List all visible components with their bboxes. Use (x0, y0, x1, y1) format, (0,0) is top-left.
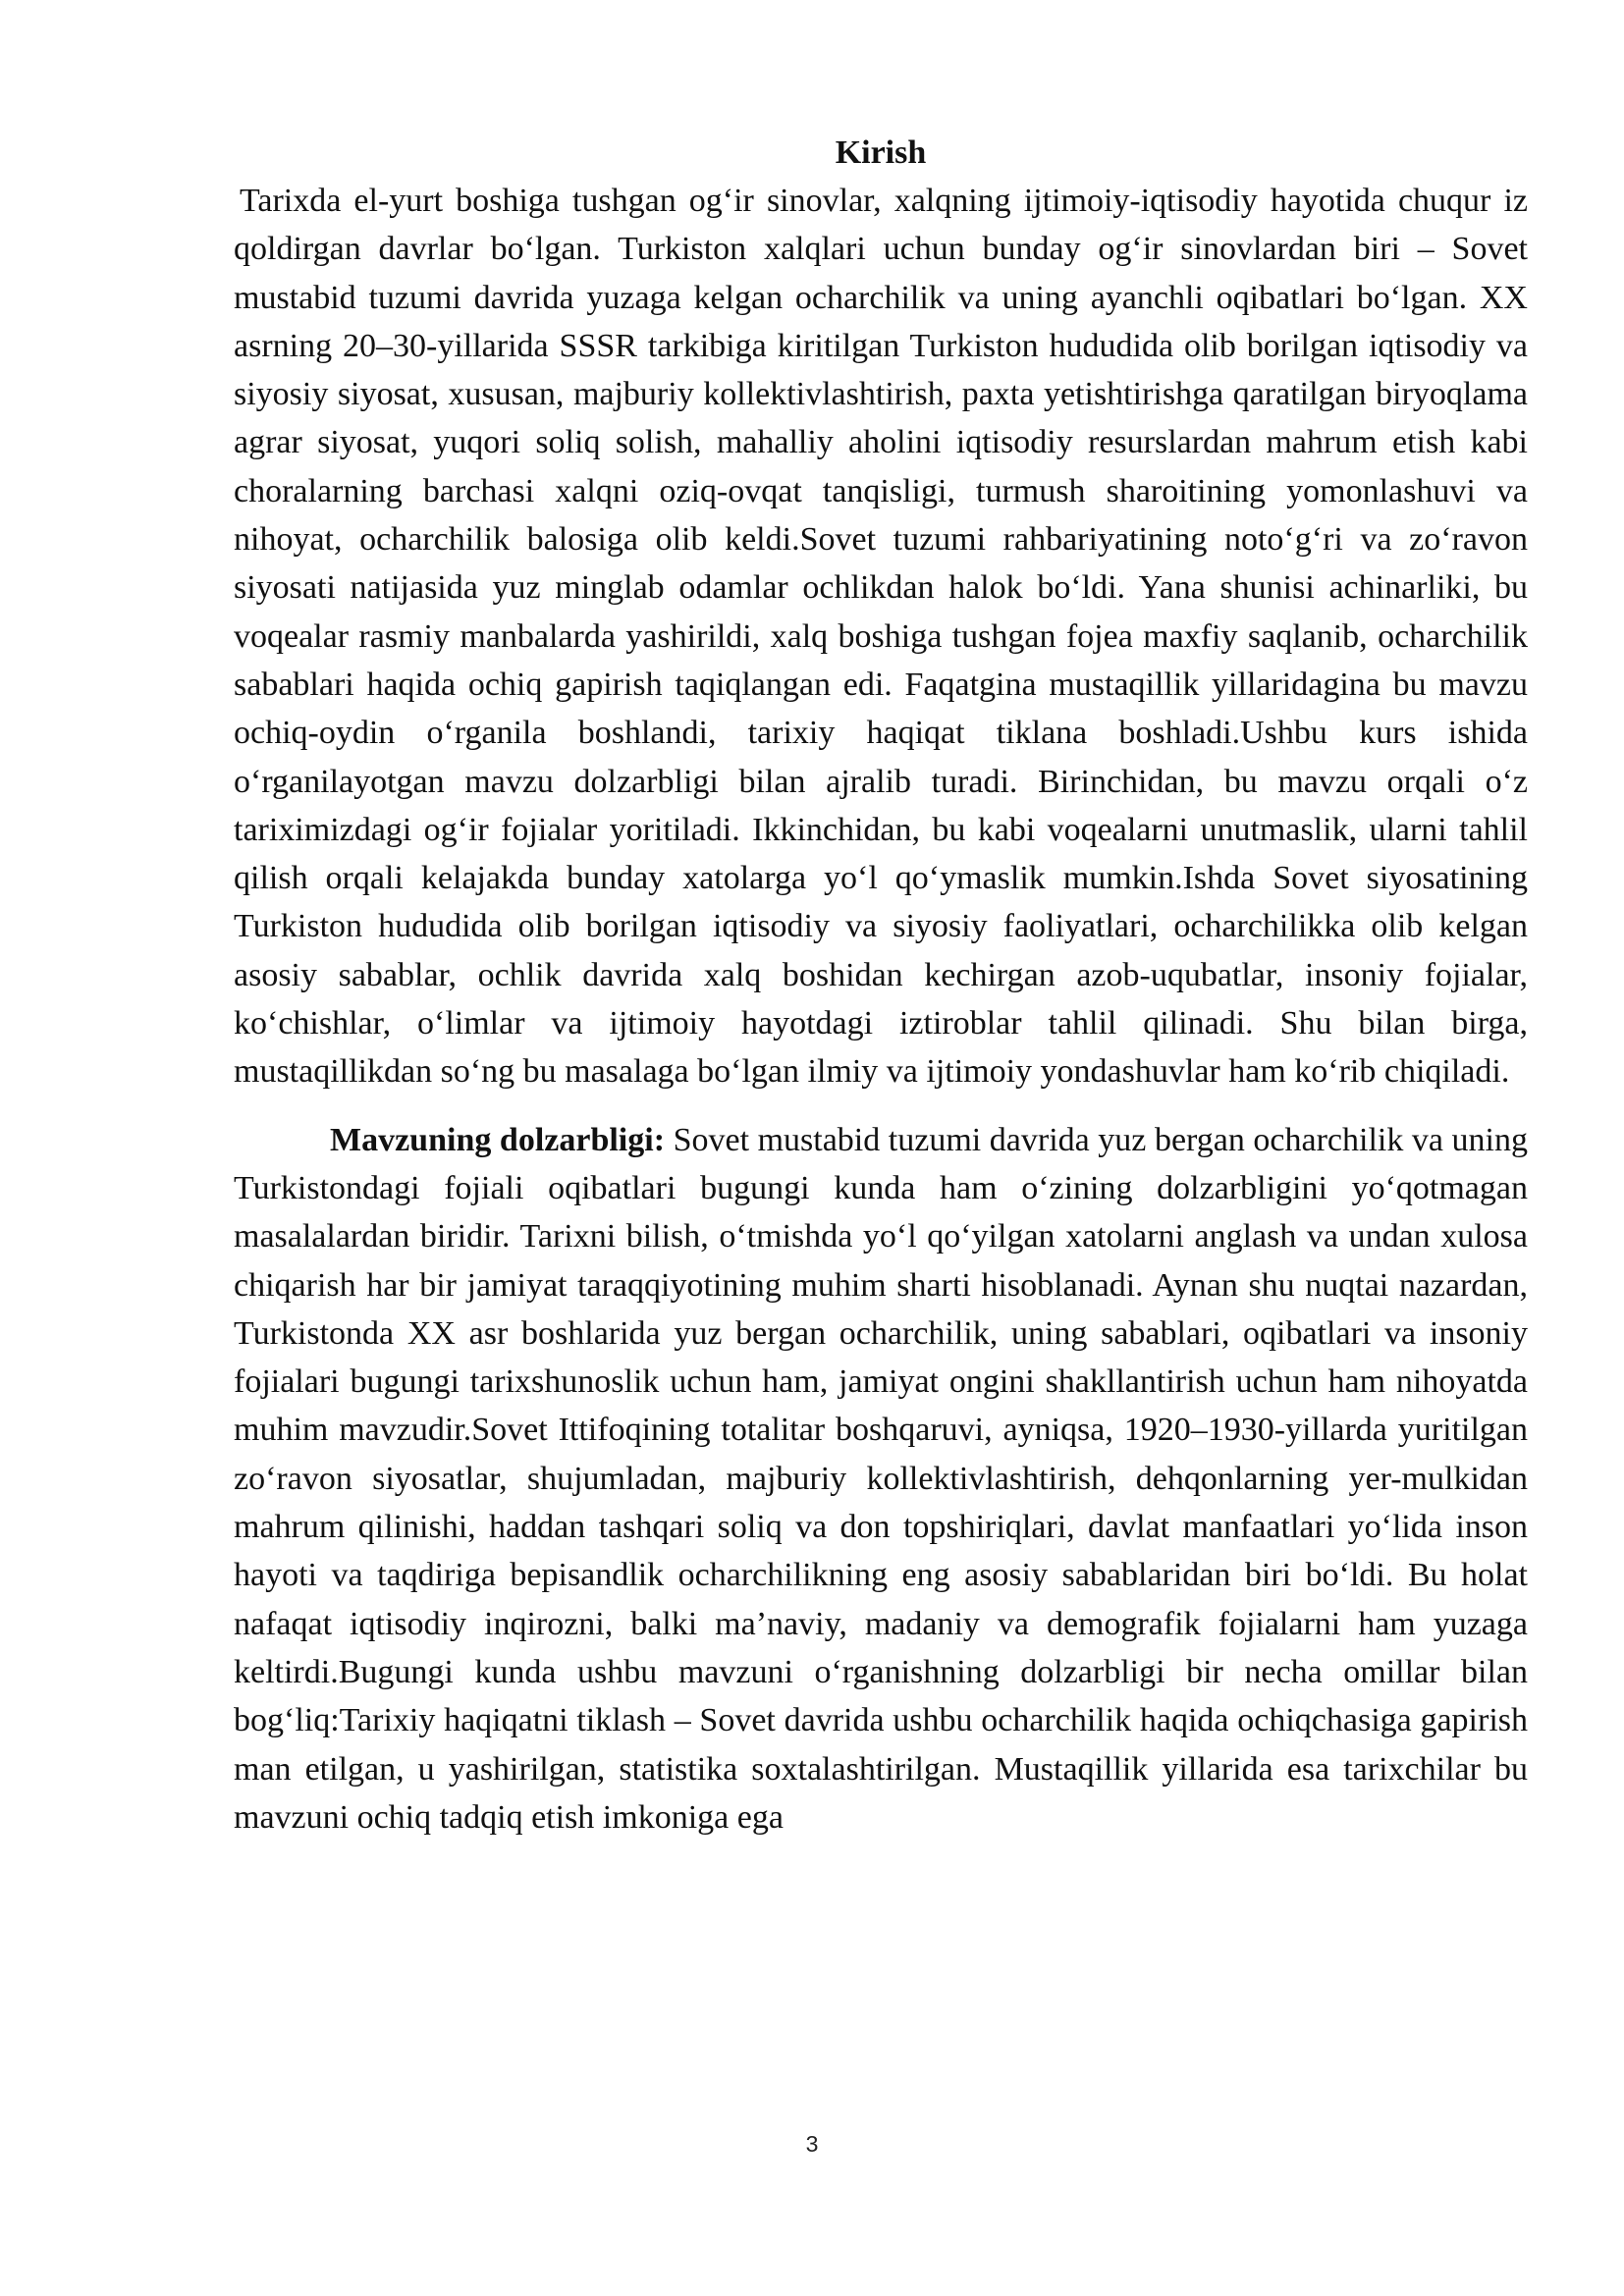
relevance-text: Sovet mustabid tuzumi davrida yuz bergan ocharchilik va uning Turkistondagi fojiali oqibatlari bugungi kunda ham o‘zining dolzarbligini yo‘qotmagan masalalardan biridir. Tarixni bilish, o‘tmishda yo‘l qo‘yilgan xatolarni anglash va undan xulosa chiqarish har bir jamiyat taraqqiyotining muhim sharti hisoblanadi. Aynan shu nuqtai nazardan, Turkistonda XX asr boshlarida yuz bergan ocharchilik, uning sabablari, oqibatlari va insoniy fojialari bugungi tarixshunoslik uchun ham, jamiyat ongini shakllantirish uchun ham nihoyatda muhim mavzudir.Sovet Ittifoqining totalitar boshqaruvi, ayniqsa, 1920–1930-yillarda yuritilgan zo‘ravon siyosatlar, shujumladan, majburiy kollektivlashtirish, dehqonlarning yer-mulkidan mahrum qilinishi, haddan tashqari soliq va don topshiriqlari, davlat manfaatlari yo‘lida inson hayoti va taqdiriga bepisandlik ocharchilikning eng asosiy sabablaridan biri bo‘ldi. Bu holat nafaqat iqtisodiy inqirozni, balki ma’naviy, madaniy va demografik fojialarni ham yuzaga keltirdi.Bugungi kunda ushbu mavzuni o‘rganishning dolzarbligi bir necha omillar bilan bog‘liq:Tarixiy haqiqatni tiklash – Sovet davrida ushbu ocharchilik haqida ochiqchasiga gapirish man etilgan, u yashirilgan, statistika soxtalashtirilgan. Mustaqillik yillarida esa tarixchilar bu mavzuni ochiq tadqiq etish imkoniga ega (234, 1121, 1528, 1836)
relevance-label: Mavzuning dolzarbligi: (330, 1121, 666, 1158)
intro-paragraph: Tarixda el-yurt boshiga tushgan og‘ir sinovlar, xalqning ijtimoiy-iqtisodiy hayotida chuqur iz qoldirgan davrlar bo‘lgan. Turkiston xalqlari uchun bunday og‘ir sinovlardan biri – Sovet mustabid tuzumi davrida yuzaga kelgan ocharchilik va uning ayanchli oqibatlari bo‘lgan. XX asrning 20–30-yillarida SSSR tarkibiga kiritilgan Turkiston hududida olib borilgan iqtisodiy va siyosiy siyosat, xususan, majburiy kollektivlashtirish, paxta yetishtirishga qaratilgan biryoqlama agrar siyosat, yuqori soliq solish, mahalliy aholini iqtisodiy resurslardan mahrum etish kabi choralarning barchasi xalqni oziq-ovqat tanqisligi, turmush sharoitining yomonlashuvi va nihoyat, ocharchilik balosiga olib keldi.Sovet tuzumi rahbariyatining noto‘g‘ri va zo‘ravon siyosati natijasida yuz minglab odamlar ochlikdan halok bo‘ldi. Yana shunisi achinarliki, bu voqealar rasmiy manbalarda yashirildi, xalq boshiga tushgan fojea maxfiy saqlanib, ocharchilik sabablari haqida ochiq gapirish taqiqlangan edi. Faqatgina mustaqillik yillaridagina bu mavzu ochiq-oydin o‘rganila boshlandi, tarixiy haqiqat tiklana boshladi.Ushbu kurs ishida o‘rganilayotgan mavzu dolzarbligi bilan ajralib turadi. Birinchidan, bu mavzu orqali o‘z tariximizdagi og‘ir fojialar yoritiladi. Ikkinchidan, bu kabi voqealarni unutmaslik, ularni tahlil qilish orqali kelajakda bunday xatolarga yo‘l qo‘ymaslik mumkin.Ishda Sovet siyosatining Turkiston hududida olib borilgan iqtisodiy va siyosiy faoliyatlari, ocharchilikka olib kelgan asosiy sabablar, ochlik davrida xalq boshidan kechirgan azob-uqubatlar, insoniy fojialar, ko‘chishlar, o‘limlar va ijtimoiy hayotdagi iztiroblar tahlil qilinadi. Shu bilan birga, mustaqillikdan so‘ng bu masalaga bo‘lgan ilmiy va ijtimoiy yondashuvlar ham ko‘rib chiqiladi. (234, 183, 1528, 1091)
document-page (234, 133, 1528, 1842)
relevance-paragraph (234, 1116, 1528, 1842)
page-number: 3 (805, 2131, 819, 2157)
section-heading: Kirish (835, 134, 927, 171)
